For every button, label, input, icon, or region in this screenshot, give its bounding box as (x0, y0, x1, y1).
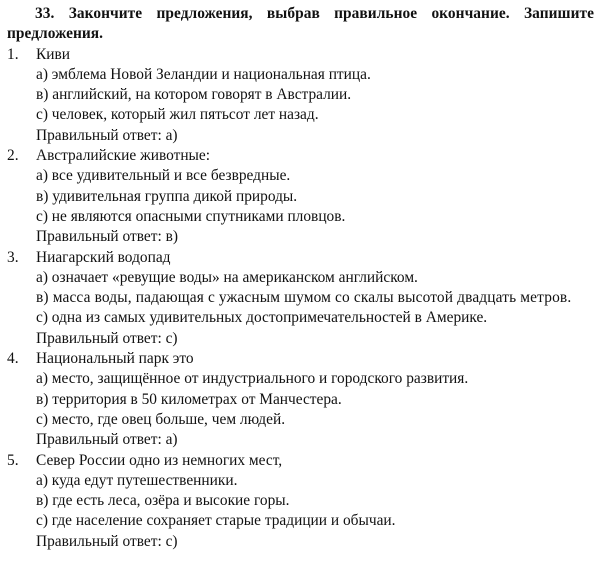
option-b: в) территория в 50 километрах от Манчестера. (36, 390, 342, 408)
correct-answer: Правильный ответ: с) (36, 329, 178, 347)
question-item-2 (5, 146, 594, 247)
correct-answer: Правильный ответ: с) (36, 532, 178, 550)
question-prompt: Киви (36, 45, 71, 63)
option-b: в) где есть леса, озёра и высокие горы. (36, 492, 290, 510)
question-item-5 (5, 451, 594, 552)
question-item-4 (5, 349, 594, 450)
option-c: с) место, где овец больше, чем людей. (36, 410, 286, 428)
correct-answer: Правильный ответ: в) (36, 228, 178, 246)
option-b: в) английский, на котором говорят в Австралии. (36, 86, 352, 104)
option-c: с) человек, который жил пятьсот лет назад. (36, 106, 319, 124)
option-a: а) означает «ревущие воды» на американском английском. (36, 268, 418, 286)
question-item-1 (5, 45, 594, 146)
option-a: а) все удивительный и все безвредные. (36, 167, 291, 185)
option-c: с) одна из самых удивительных достопримечательностей в Америке. (36, 309, 488, 327)
option-a: а) эмблема Новой Зеландии и национальная птица. (36, 65, 371, 83)
question-number: 2. (7, 147, 19, 165)
question-list (5, 45, 594, 552)
option-c: с) где население сохраняет старые традиции и обычаи. (36, 512, 396, 530)
question-prompt: Австралийские животные: (36, 147, 211, 165)
option-a: а) место, защищённое от индустриального и городского развития. (36, 370, 469, 388)
correct-answer: Правильный ответ: а) (36, 126, 178, 144)
exercise-title: 33. Закончите предложения, выбрав правильное окончание. Запишите предложения. (7, 5, 594, 43)
question-number: 1. (7, 45, 19, 63)
option-b: в) масса воды, падающая с ужасным шумом со скалы высотой двадцать метров. (36, 289, 572, 307)
option-c: с) не являются опасными спутниками пловцов. (36, 207, 346, 225)
option-b: в) удивительная группа дикой природы. (36, 187, 298, 205)
question-number: 4. (7, 350, 19, 368)
correct-answer: Правильный ответ: а) (36, 431, 178, 449)
question-prompt: Север России одно из немногих мест, (36, 451, 283, 469)
question-number: 3. (7, 248, 19, 266)
question-number: 5. (7, 451, 19, 469)
question-item-3 (5, 248, 594, 349)
option-a: а) куда едут путешественники. (36, 471, 238, 489)
question-prompt: Национальный парк это (36, 350, 194, 368)
question-prompt: Ниагарский водопад (36, 248, 171, 266)
